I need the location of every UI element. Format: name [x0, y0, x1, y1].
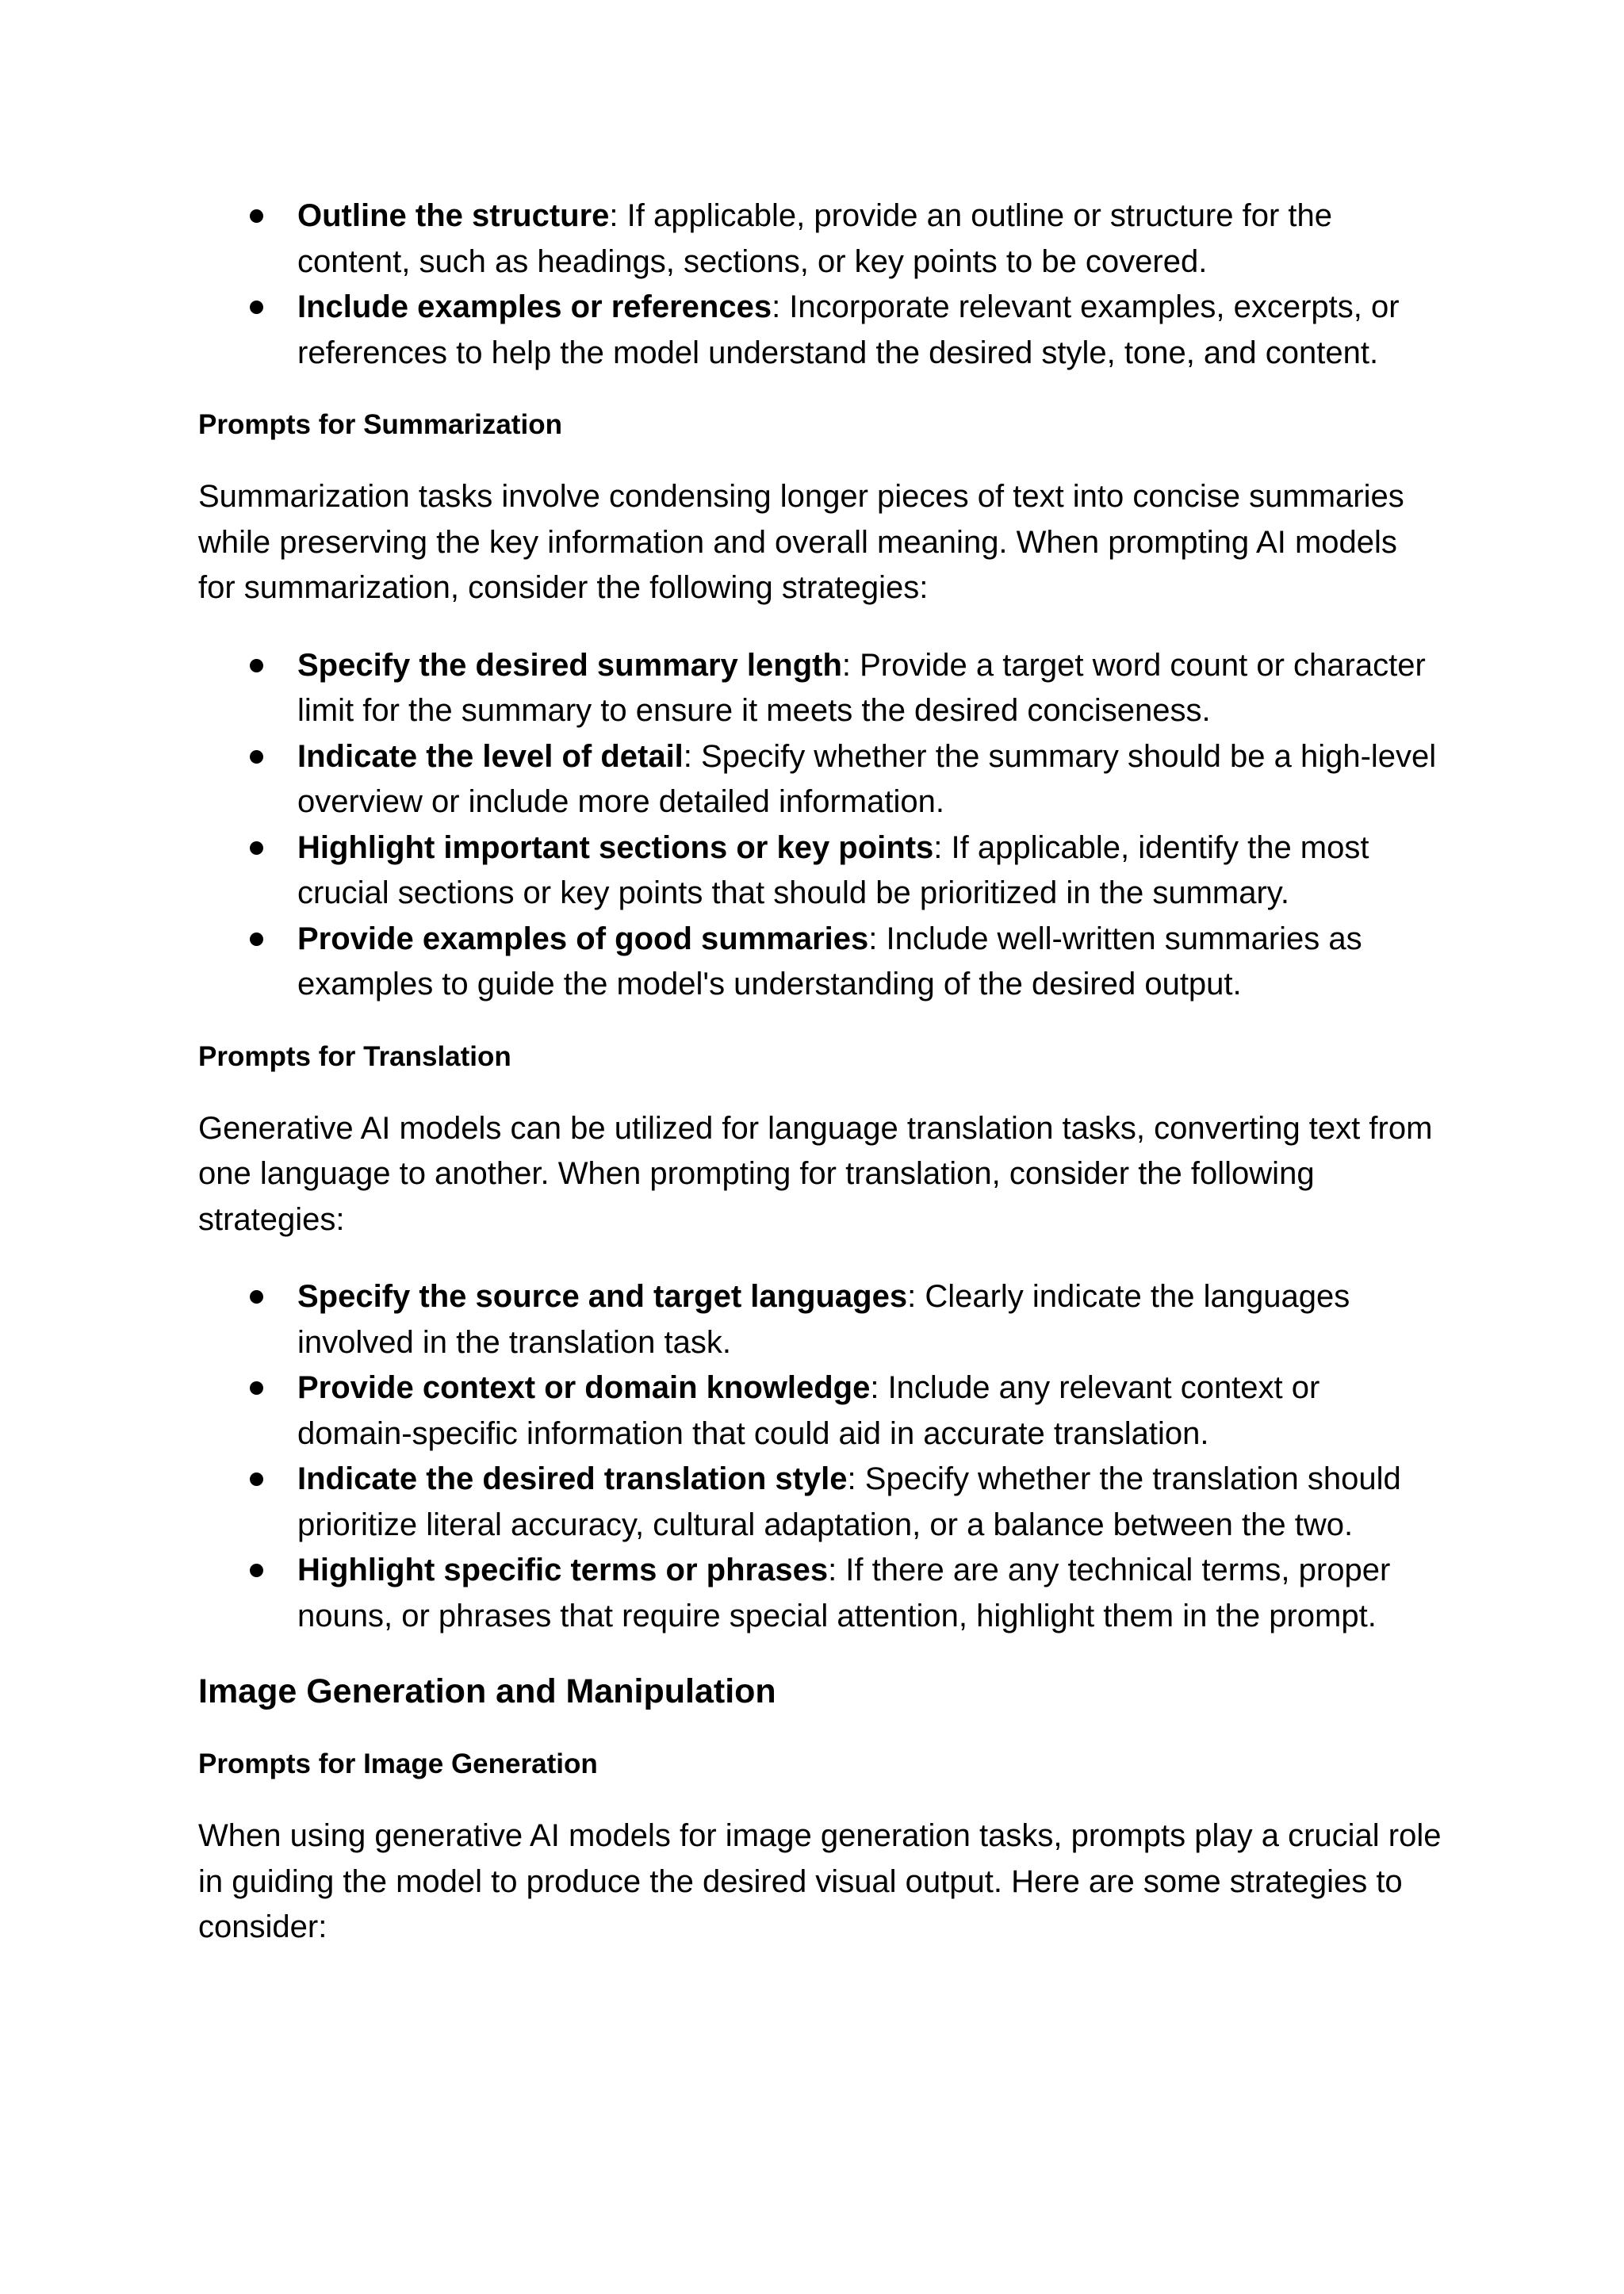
summarization-bullet-list — [198, 643, 1442, 1008]
list-item — [297, 734, 1442, 825]
list-item-text: : Incorporate relevant examples, excerpts, or references to help the model understand the desired style, tone, and content. — [297, 289, 1400, 370]
translation-paragraph: Generative AI models can be utilized for language translation tasks, converting text from one language to another. When prompting for translation, consider the following strategies: — [198, 1110, 1433, 1237]
list-item-text: : Clearly indicate the languages involved in the translation task. — [297, 1279, 1350, 1360]
summarization-heading: Prompts for Summarization — [198, 409, 562, 440]
list-item-term: Provide context or domain knowledge — [297, 1370, 871, 1405]
list-item-term: Include examples or references — [297, 289, 772, 324]
list-item — [297, 917, 1442, 1008]
list-item — [297, 1457, 1442, 1548]
list-item — [297, 193, 1442, 285]
list-item-text: : If there are any technical terms, proper nouns, or phrases that require special attention, highlight them in the prompt. — [297, 1553, 1391, 1633]
list-item-term: Outline the structure — [297, 198, 610, 233]
list-item-term: Provide examples of good summaries — [297, 921, 869, 956]
list-item — [297, 643, 1442, 734]
list-item — [297, 825, 1442, 917]
image-generation-paragraph: When using generative AI models for image generation tasks, prompts play a crucial role in guiding the model to produce the desired visual output. Here are some strategies to consider: — [198, 1818, 1442, 1944]
list-item-text: : Specify whether the summary should be a high-level overview or include more detailed information. — [297, 738, 1437, 819]
list-item-term: Specify the source and target languages — [297, 1279, 908, 1314]
list-item — [297, 1365, 1442, 1457]
structure-bullet-list — [198, 193, 1442, 376]
list-item-text: : Specify whether the translation should prioritize literal accuracy, cultural adaptation, or a balance between the two. — [297, 1461, 1401, 1542]
list-item-term: Specify the desired summary length — [297, 647, 842, 683]
list-item-term: Indicate the desired translation style — [297, 1461, 848, 1496]
list-item-term: Highlight specific terms or phrases — [297, 1553, 829, 1587]
translation-bullet-list — [198, 1274, 1442, 1639]
list-item-text: : If applicable, identify the most crucial sections or key points that should be prioritized in the summary. — [297, 829, 1369, 910]
list-item — [297, 1548, 1442, 1639]
translation-heading: Prompts for Translation — [198, 1040, 511, 1072]
list-item-term: Indicate the level of detail — [297, 738, 684, 774]
list-item-text: : Provide a target word count or character limit for the summary to ensure it meets the desired conciseness. — [297, 647, 1426, 728]
list-item-text: : Include any relevant context or domain-specific information that could aid in accurate translation. — [297, 1370, 1320, 1451]
list-item — [297, 285, 1442, 376]
summarization-paragraph: Summarization tasks involve condensing longer pieces of text into concise summaries while preserving the key information and overall meaning. When prompting AI models for summarization, consider the following strategies: — [198, 479, 1404, 605]
list-item-term: Highlight important sections or key points — [297, 829, 934, 865]
list-item — [297, 1274, 1442, 1365]
image-generation-subheading: Prompts for Image Generation — [198, 1748, 598, 1779]
list-item-text: : Include well-written summaries as examples to guide the model's understanding of the desired output. — [297, 921, 1362, 1001]
image-generation-section-heading: Image Generation and Manipulation — [198, 1672, 776, 1710]
list-item-text: : If applicable, provide an outline or structure for the content, such as headings, sections, or key points to be covered. — [297, 198, 1333, 279]
